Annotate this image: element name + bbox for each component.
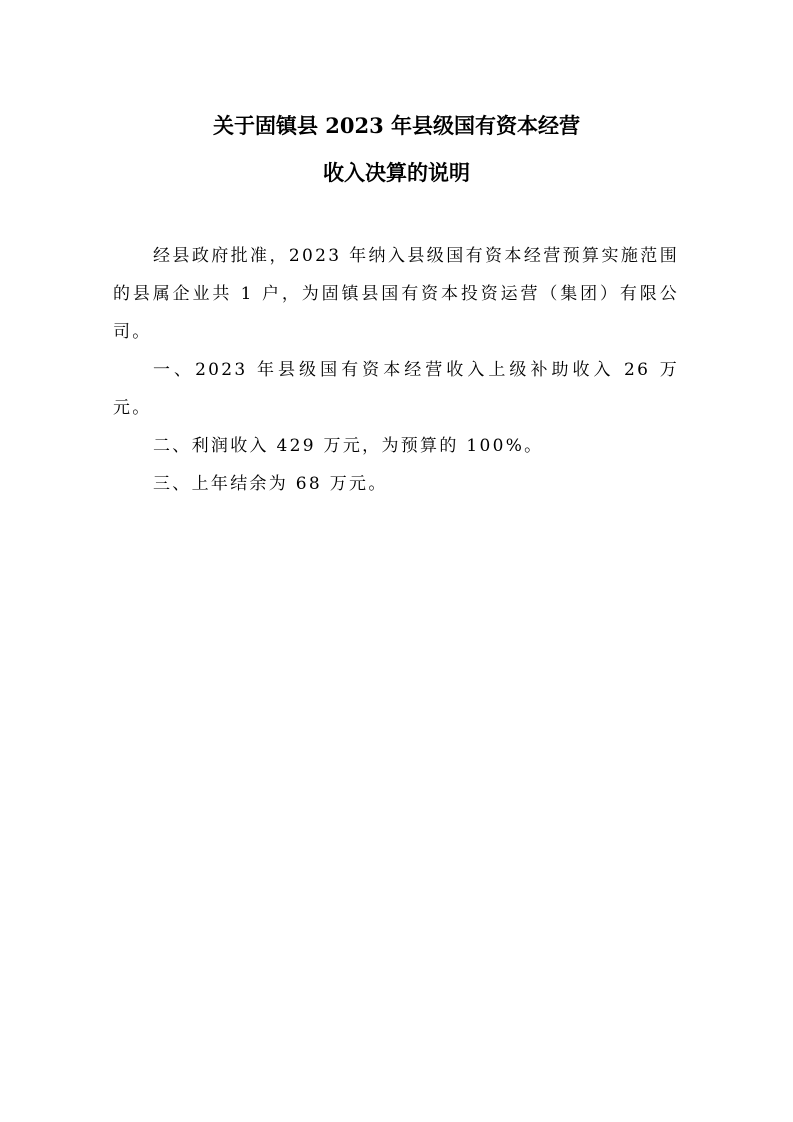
document-body bbox=[113, 237, 679, 503]
paragraph-item-1: 一、2023 年县级国有资本经营收入上级补助收入 26 万元。 bbox=[113, 360, 679, 418]
paragraph-intro: 经县政府批准，2023 年纳入县级国有资本经营预算实施范围的县属企业共 1 户，为固镇县国有资本投资运营（集团）有限公司。 bbox=[113, 246, 679, 342]
document-title-line-2: 收入决算的说明 bbox=[323, 160, 470, 185]
document-title-line-1: 关于固镇县 2023 年县级国有资本经营 bbox=[212, 113, 581, 138]
paragraph-item-2: 二、利润收入 429 万元，为预算的 100%。 bbox=[153, 436, 544, 456]
paragraph-item-3: 三、上年结余为 68 万元。 bbox=[153, 474, 388, 494]
